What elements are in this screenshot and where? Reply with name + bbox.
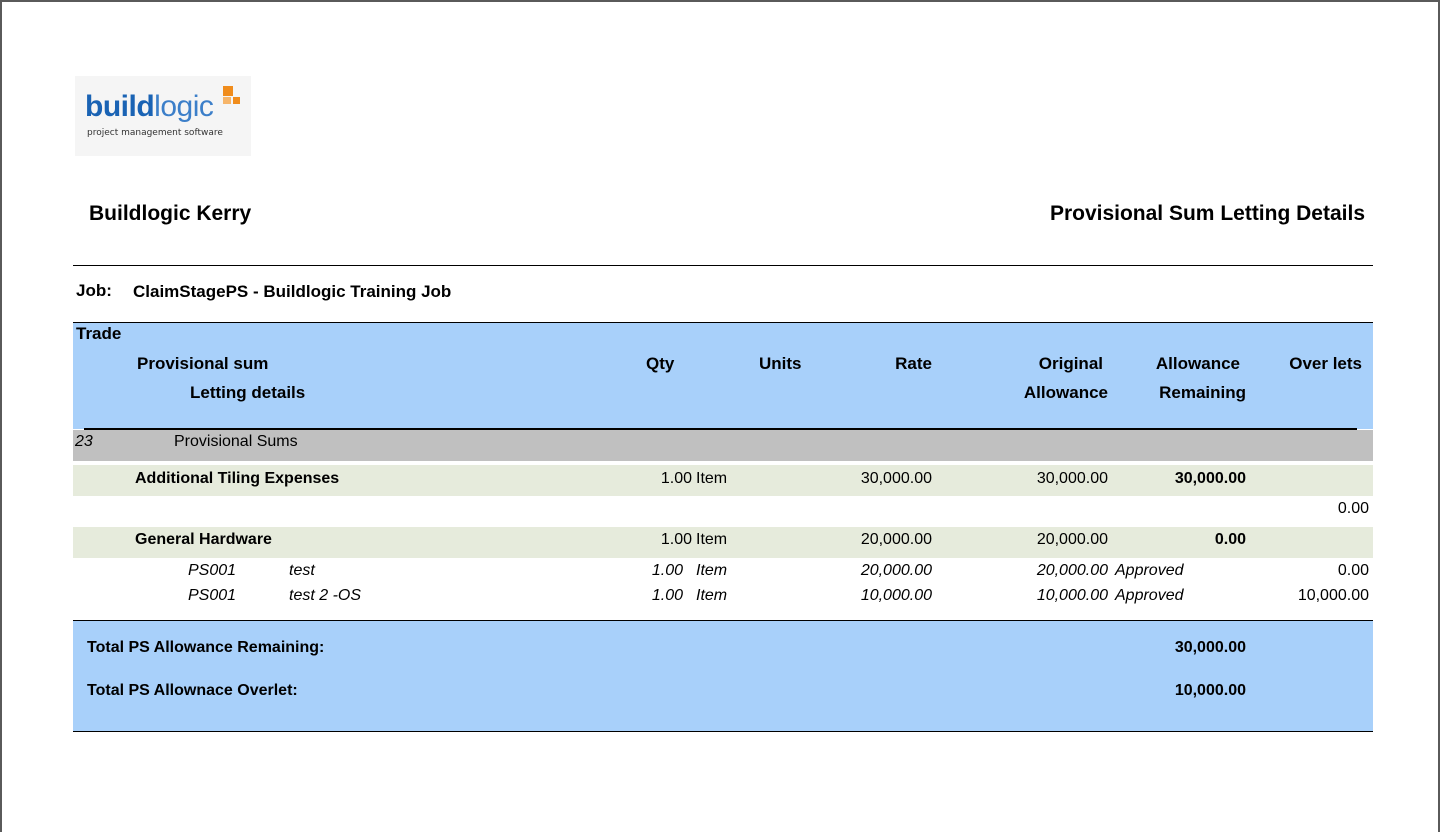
logo-word-bold: build	[85, 90, 155, 123]
report-title: Provisional Sum Letting Details	[1049, 202, 1365, 225]
logo-tagline: project management software	[87, 128, 223, 138]
sum-original-allowance: 20,000.00	[1036, 531, 1108, 548]
totals-band	[73, 620, 1373, 732]
letting-amount: 20,000.00	[1036, 562, 1108, 579]
trade-code: 23	[75, 433, 93, 450]
letting-rate: 10,000.00	[860, 587, 932, 604]
total-remaining-value: 30,000.00	[1174, 639, 1246, 656]
sum-units: Item	[696, 531, 728, 548]
letting-description: test	[289, 562, 315, 579]
company-logo	[75, 76, 251, 156]
sum-name: General Hardware	[135, 531, 272, 548]
sum-qty: 1.00	[660, 470, 692, 487]
letting-code: PS001	[188, 587, 237, 604]
column-header-original-line1: Original	[1038, 354, 1103, 373]
sum-allowance-remaining: 30,000.00	[1174, 470, 1246, 487]
company-name: Buildlogic Kerry	[89, 202, 252, 225]
letting-qty: 1.00	[651, 587, 683, 604]
letting-units: Item	[696, 587, 728, 604]
letting-over-lets: 0.00	[1337, 562, 1369, 579]
sum-rate: 30,000.00	[860, 470, 932, 487]
job-label: Job:	[76, 281, 112, 300]
letting-over-lets: 10,000.00	[1297, 587, 1369, 604]
column-header-units: Units	[759, 354, 802, 373]
letting-rate: 20,000.00	[860, 562, 932, 579]
column-header-over-lets: Over lets	[1289, 354, 1362, 373]
sum-over-lets: 0.00	[1337, 500, 1369, 517]
column-header-band	[73, 322, 1373, 429]
logo-square-icon	[223, 86, 233, 96]
letting-amount: 10,000.00	[1036, 587, 1108, 604]
sum-original-allowance: 30,000.00	[1036, 470, 1108, 487]
total-remaining-label: Total PS Allowance Remaining:	[87, 639, 325, 656]
sum-qty: 1.00	[660, 531, 692, 548]
column-header-remaining-line1: Allowance	[1155, 354, 1240, 373]
column-header-qty: Qty	[646, 354, 675, 373]
sum-allowance-remaining: 0.00	[1214, 531, 1246, 548]
logo-word-light: logic	[154, 90, 214, 123]
total-overlet-value: 10,000.00	[1174, 682, 1246, 699]
letting-description: test 2 -OS	[289, 587, 362, 604]
sum-rate: 20,000.00	[860, 531, 932, 548]
letting-code: PS001	[188, 562, 237, 579]
sum-name: Additional Tiling Expenses	[135, 470, 340, 487]
column-header-original-line2: Allowance	[1023, 383, 1108, 402]
logo-square-icon	[223, 97, 231, 104]
divider	[73, 265, 1373, 266]
logo-wordmark	[85, 90, 213, 124]
column-header-remaining-line2: Remaining	[1159, 383, 1246, 402]
letting-status: Approved	[1115, 587, 1184, 604]
total-overlet-label: Total PS Allownace Overlet:	[87, 682, 298, 699]
letting-qty: 1.00	[651, 562, 683, 579]
letting-status: Approved	[1115, 562, 1184, 579]
column-header-letting-details: Letting details	[190, 383, 306, 402]
logo-square-icon	[233, 97, 240, 104]
trade-name: Provisional Sums	[174, 433, 298, 450]
column-header-provisional-sum: Provisional sum	[137, 354, 269, 373]
sum-units: Item	[696, 470, 728, 487]
letting-units: Item	[696, 562, 728, 579]
job-value: ClaimStagePS - Buildlogic Training Job	[133, 282, 452, 301]
column-header-trade: Trade	[76, 324, 122, 343]
column-header-rate: Rate	[895, 354, 932, 373]
